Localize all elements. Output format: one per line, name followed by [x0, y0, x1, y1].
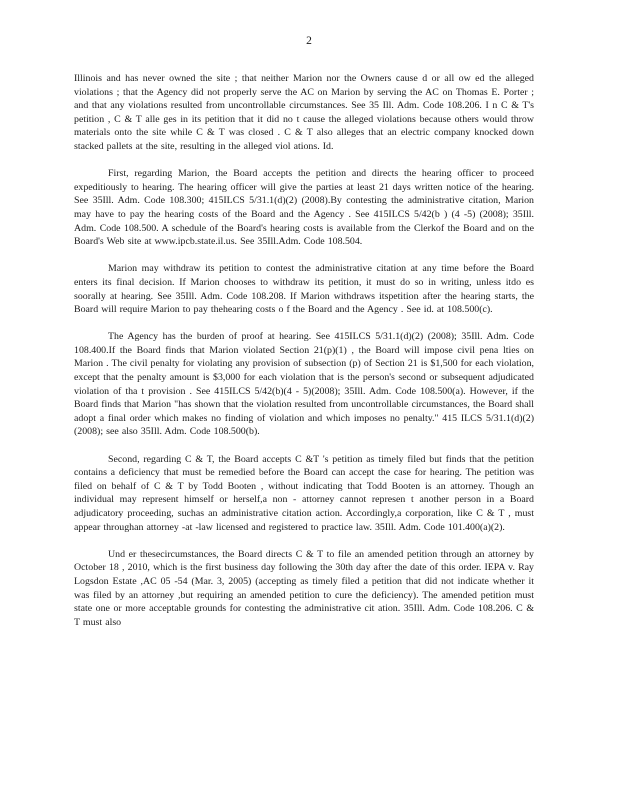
paragraph-marion-hearing: First, regarding Marion, the Board accepts the petition and directs the hearing officer to proceed expeditiously to hearing. The hearing officer will give the parties at least 21 days written notice of the hearing. See 35Ill. Adm. Code 108.300; 415ILCS 5/31.1(d)(2) (2008).By contesting the administrative citation, Marion may have to pay the hearing costs of the Board and the Agency . See 415ILCS 5/42(b ) (4 -5) (2008); 35Ill. Adm. Code 108.500. A schedule of the Board's hearing costs is available from the Clerkof the Board and on the Board's Web site at www.ipcb.state.il.us. See 35Ill.Adm. Code 108.504. [74, 168, 534, 248]
paragraph-burden-of-proof: The Agency has the burden of proof at hearing. See 415ILCS 5/31.1(d)(2) (2008); 35Ill. Adm. Code 108.400.If the Board finds that Marion violated Section 21(p)(1) , the Board will impose civil pena lties on Marion . The civil penalty for violating any provision of subsection (p) of Section 21 is $1,500 for each violation, except that the penalty amount is $3,000 for each violation that is the person's second or subsequent adjudicated violation of tha t provision . See 415ILCS 5/42(b)(4 - 5)(2008); 35Ill. Adm. Code 108.500(a). However, if the Board finds that Marion "has shown that the violation resulted from uncontrollable circumstances, the Board shall adopt a final order which makes no finding of violation and which imposes no penalty." 415 ILCS 5/31.1(d)(2) (2008); see also 35Ill. Adm. Code 108.500(b). [74, 331, 534, 438]
paragraph-amended-petition: Und er thesecircumstances, the Board directs C & T to file an amended petition through an attorney by October 18 , 2010, which is the first business day following the 30th day after the date of this order. IEPA v. Ray Logsdon Estate ,AC 05 -54 (Mar. 3, 2005) (accepting as timely filed a petition that did not indicate whether it was filed by an attorney ,but requiring an amended petition to cure the deficiency). The amended petition must state one or more acceptable grounds for contesting the administrative cit ation. 35Ill. Adm. Code 108.206. C & T must also [74, 548, 534, 628]
page-number: 2 [306, 35, 312, 47]
document-body [74, 72, 534, 643]
paragraph-ct-deficiency: Second, regarding C & T, the Board accepts C &T 's petition as timely filed but finds that the petition contains a deficiency that must be remedied before the Board can accept the case for hearing. The petition was filed on behalf of C & T by Todd Booten , without indicating that Todd Booten is an attorney. Though an individual may represent himself or herself,a non - attorney cannot represen t another person in a Board adjudicatory proceeding, suchas an administrative citation action. Accordingly,a corporation, like C & T , must appear throughan attorney -at -law licensed and registered to practice law. 35Ill. Adm. Code 101.400(a)(2). [74, 453, 534, 533]
paragraph-marion-withdraw: Marion may withdraw its petition to contest the administrative citation at any time before the Board enters its final decision. If Marion chooses to withdraw its petition, it must do so in writing, unless itdo es soorally at hearing. See 35Ill. Adm. Code 108.208. If Marion withdraws itspetition after the hearing starts, the Board will require Marion to pay thehearing costs o f the Board and the Agency . See id. at 108.500(c). [74, 263, 534, 316]
paragraph-continuation: Illinois and has never owned the site ; that neither Marion nor the Owners cause d or all ow ed the alleged violations ; that the Agency did not properly serve the AC on Marion by serving the AC on Thomas E. Porter ; and that any violations resulted from uncontrollable circumstances. See 35 Ill. Adm. Code 108.206. I n C & T's petition , C & T alle ges in its petition that it did no t cause the alleged violations because others would throw materials onto the site while C & T was closed . C & T also alleges that an electric company knocked down stacked pallets at the site, resulting in the alleged viol ations. Id. [74, 73, 534, 152]
